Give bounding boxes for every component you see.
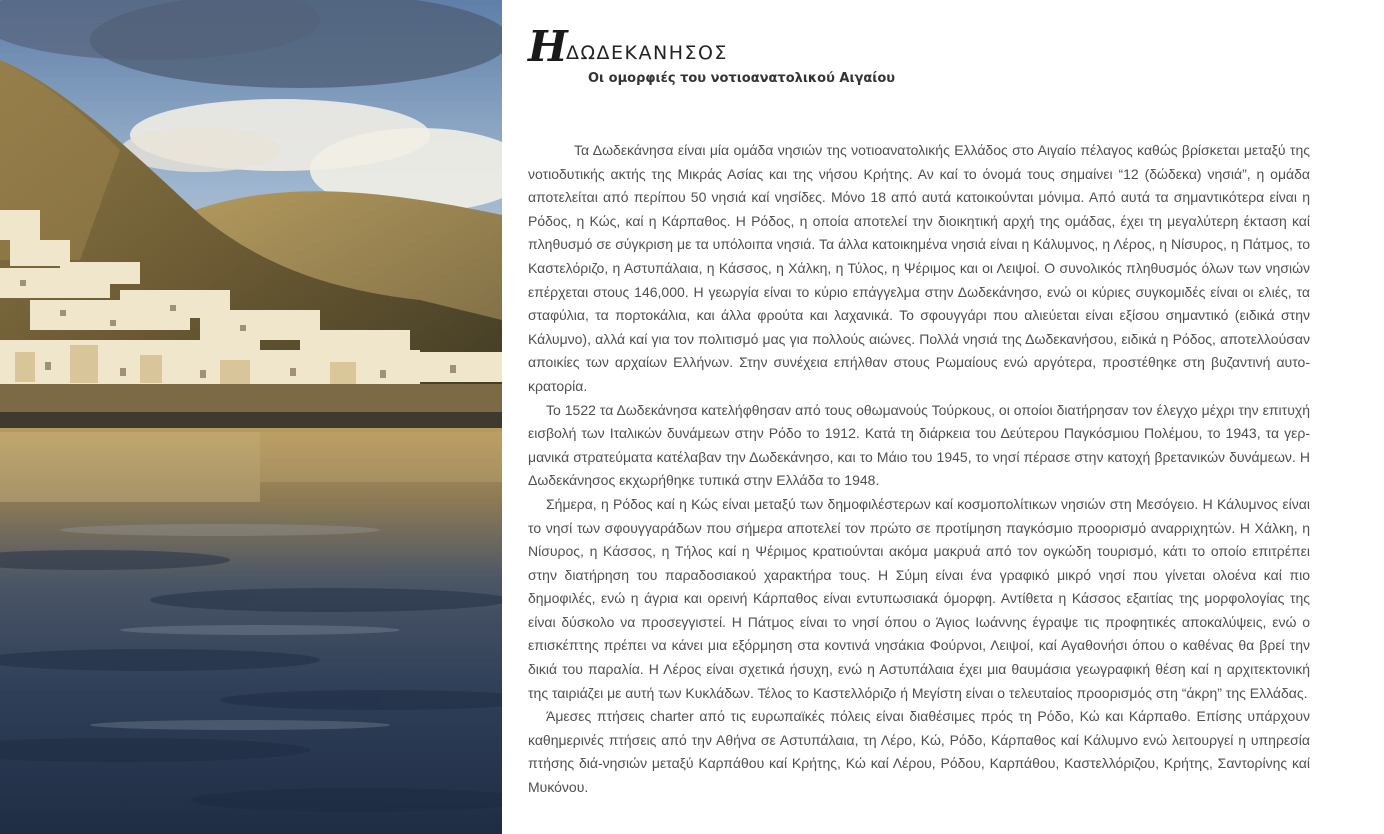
article-body — [528, 139, 1310, 800]
paragraph: Τα Δωδεκάνησα είναι μία ομάδα νησιών της νοτιοανατολικής Ελλάδος στο Αιγαίο πέλαγος καθώς βρίσκεται μεταξύ της νοτιοδυτικής ακτής της Μικράς Ασίας και της νήσου Κρήτης. Αν καί το όνομά τους σημαίνει “12 (δώδεκα) νησιά”, η ομάδα αποτελείται από περίπου 50 νησιά καί νησίδες. Μόνο 18 από αυτά κατοικούνται μόνιμα. Από αυτά τα σημαντικότερα είναι η Ρόδος, η Κώς, καί η Κάρπαθος. Η Ρόδος, η οποία αποτελεί την διοικητική αρχή της ομάδας, έχει τη μεγαλύτερη έκταση καί πληθυσμό σε σύγκριση με τα υπόλοιπα νησιά. Τα άλλα κατοικημένα νησιά είναι η Κάλυμνος, η Λέρος, η Νίσυρος, η Πάτμος, το Καστελόριζο, η Αστυπάλαια, η Κάσσος, η Χάλκη, η Τύλος, η Ψέριμος και οι Λειψοί. Ο συνολικός πληθυσμός όλων των νησιών επέρχεται στους 146,000. Η γεωργία είναι το κύριο επάγγελμα στην Δωδεκάνησο, ενώ οι κύριες συγκομιδές είναι οι ελιές, τα σταφύλια, τα πορτοκάλια, και άλλα φρούτα και λαχανικά. Το σφουγγάρι που αλιεύεται είναι εξίσου σημαντικό (ειδικά στην Κάλυμνο), αλλά καί για τον πολιτισμό μας για πολλούς αιώνες. Πολλά νησιά της Δωδεκανήσου, ειδικά η Ρόδος, αποτελλούσαν αποικίες των αρχαίων Ελλήνων. Στην συνέχεια επήλθαν στους Ρωμαίους ενώ αργότερα, προστέθηκε στη βυζαντινή αυτο-κρατορία. — [528, 142, 1310, 394]
harbour-photo — [0, 0, 502, 834]
title-block — [528, 22, 1310, 86]
page-title: ΔΩΔΕΚΑΝΗΣΟΣ — [566, 42, 728, 64]
paragraph: Σήμερα, η Ρόδος καί η Κώς είναι μεταξύ των δημοφιλέστερων καί κοσμοπολίτικων νησιών στη Μεσόγειο. Η Κάλυμνος είναι το νησί των σφουγγαράδων που σήμερα αποτελεί τον πρώτο σε προτίμηση παγκόσμιο προορισμό αναρριχητών. Η Χάλκη, η Νίσυρος, η Κάσσος, η Τήλος καί η Ψέριμος κρατιούνται ακόμα μακρυά από τον ογκώδη τουρισμό, κάτι το οποίο επιτρέπει στην διατήρηση του παραδοσιακού χαρακτήρα τους. Η Σύμη είναι ένα γραφικό μικρό νησί που γίνεται ολοένα καί πιο δημοφιλές, ενώ η άγρια και ορεινή Κάρπαθος είναι εντυπωσιακά όμορφη. Αντίθετα η Κάσσος εξαιτίας της μορφολογίας της είναι δύσκολο να προσεγγιστεί. Η Πάτμος είναι το νησί όπου ο Άγιος Ιωάννης έγραψε τις προφητικές αποκαλύψεις, ενώ ο επισκέπτης πρέπει να κάνει μια εξόρμηση στα κοντινά νησάκια Φούρνοι, Λειψοί, καί Αγαθονήσι όπου ο καθένας θα βρεί την δικιά του παραλία. Η Λέρος είναι σχετικά ήσυχη, ενώ η Αστυπάλαια έχει μια θαυμάσια γεωγραφική θέση καί η αρχιτεκτονική της ταιριάζει με αυτή των Κυκλάδων. Τέλος το Καστελλόριζο ή Μεγίστη είναι ο τελευταίος προορισμός στη “άκρη” της Ελλάδας. — [528, 495, 1310, 701]
paragraph: Το 1522 τα Δωδεκάνησα κατελήφθησαν από τους οθωμανούς Τούρκους, οι οποίοι διατήρησαν τον έλεγχο μέχρι την επιτυχή εισβολή των Ιταλικών δυνάμεων στην Ρόδο το 1912. Κατά τη διάρκεια του Δεύτερου Παγκόσμιου Πολέμου, το 1943, τα γερ-μανικά στρατεύματα κατέλαβαν την Δωδεκάνησο, και το Μάιο του 1945, το νησί πέρασε στην κατοχή βρετανικών δυνάμεων. Η Δωδεκάνησος εκχωρήθηκε τυπικά στην Ελλάδα το 1948. — [528, 401, 1310, 489]
paragraph: Άμεσες πτήσεις charter από τις ευρωπαϊκές πόλεις είναι διαθέσιμες πρός τη Ρόδο, Κώ και Κάρπαθο. Επίσης υπάρχουν καθημερινές πτήσεις από την Αθήνα σε Αστυπάλαια, τη Λέρο, Κώ, Ρόδο, Κάρπαθος καί Κάλυμνο ενώ λειτουργεί η υπηρεσία πτήσης διά-νησιών μεταξύ Καρπάθου καί Κρήτης, Κώ καί Λέρου, Ρόδου, Καρπάθου, Καστελλόριζου, Κρήτης, Σαντορίνης καί Μυκόνου. — [528, 708, 1310, 796]
subtitle: Οι ομορφιές του νοτιοανατολικού Αιγαίου — [588, 71, 896, 86]
article — [528, 22, 1310, 820]
title-initial: Η — [528, 22, 566, 71]
